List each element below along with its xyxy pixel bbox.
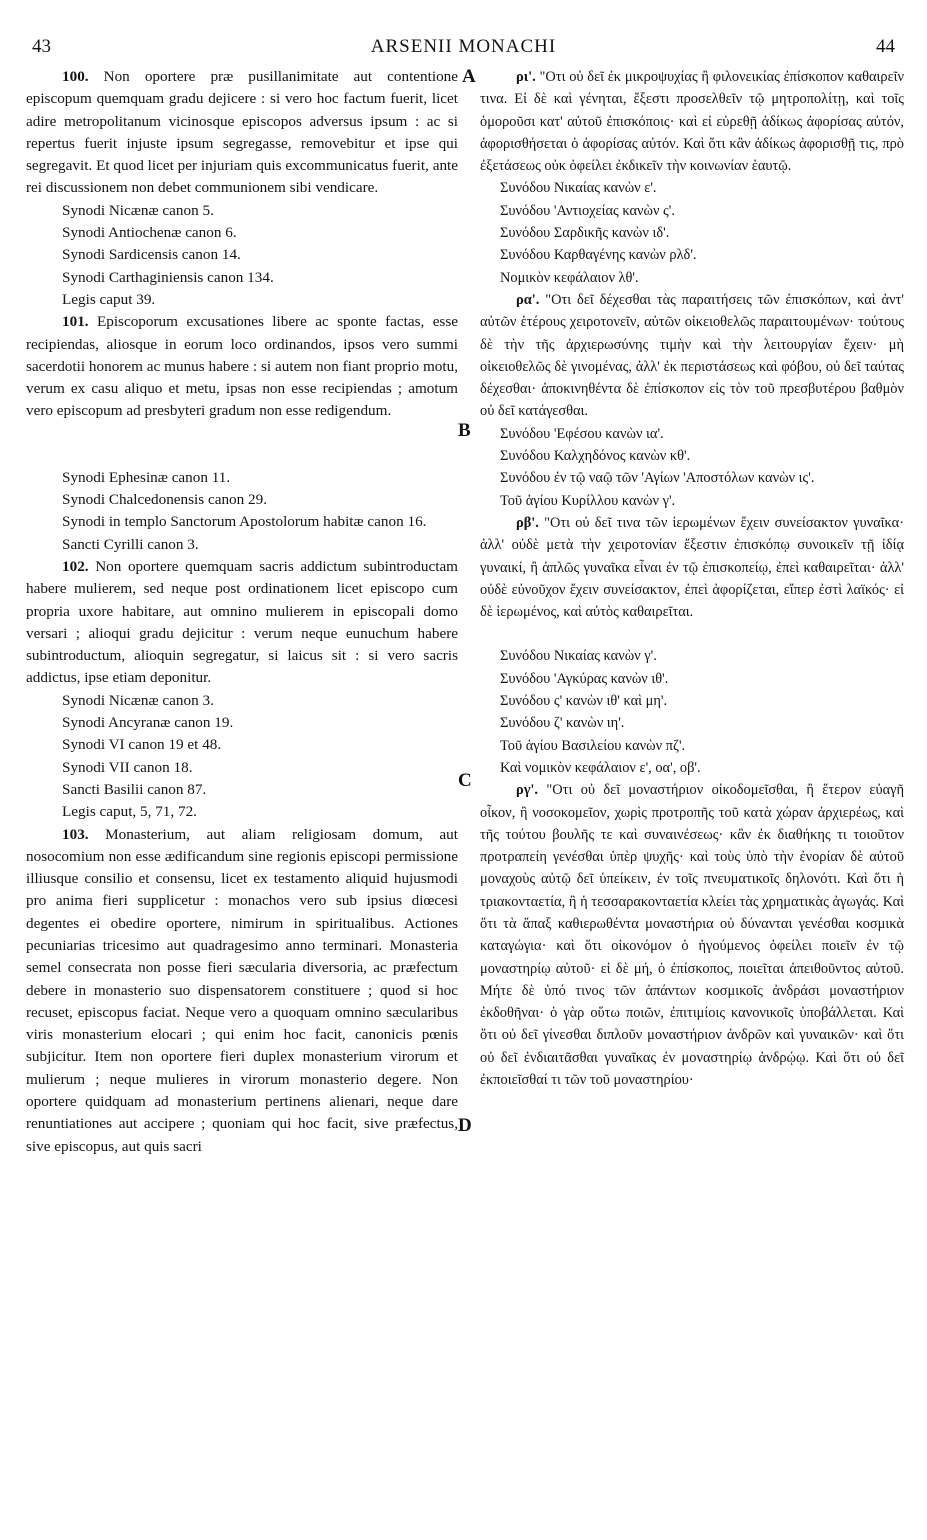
margin-marker-c: C: [458, 770, 472, 791]
reference-line: Συνόδου Καλχηδόνος κανὼν κθ'.: [500, 448, 691, 465]
greek-section-101: ρα'. "Οτι δεῖ δέχεσθαι τὰς παραιτήσεις τῶν ἐπισκόπων, καὶ ἀντ' αὐτῶν ἑτέρους χειροτονεῖν, αὐτῶν οἰκειοθελῶς παραιτουμένων· τούτους δὲ τὴν τῆς ἀρχιερωσύνης τιμὴν καὶ τὴν λειτουργίαν ἔχειν· μὴ οἰκειοθελῶς δὲ γινομένας, ἀλλ' ἐκ περιστάσεως καὶ φόβου, οὐ δεῖ ταύτας δέχεσθαι· ἀποκινηθέντα δὲ ἐπίσκοπον εἰς τὸν τοῦ πρεσβυτέρου βαθμὸν οὐ δεῖ κατάγεσθαι.: [480, 291, 904, 420]
greek-references-102: [480, 645, 904, 779]
greek-section-103: ργ'. "Οτι οὐ δεῖ μοναστήριον οἰκοδομεῖσθαι, ἢ ἕτερον εὐαγῆ οἶκον, ἢ νοσοκομεῖον, χωρὶς προτροπῆς τοῦ κατὰ χώραν ἀρχιερέως, καὶ τῆς τούτου βουλῆς τε καὶ συναινέσεως· κἂν ἐκ διαθήκης τι τοιοῦτον προτραπείη γενέσθαι ὑπὲρ ψυχῆς· καὶ τοὺς ὑπὸ τὴν ἐνορίαν δὲ αὐτοῦ μοναχοὺς αὐτῷ δεῖ ὑπείκειν, ἐν τοῖς πνευματικοῖς δηλονότι. Καὶ ὅτι ἡ τριακονταετία, ἢ ἡ τεσσαρακονταετία κλείει τὰς χρηματικὰς ἀγωγάς. Καὶ ὅτι τὰ ἅπαξ καθιερωθέντα μοναστήρια οὐ δύνανται γενέσθαι κοσμικὰ καταγώγια· καὶ ὅτι οἰκονόμον ὁ ἡγούμενος ὀφείλει ποιεῖν ἐν τῷ μοναστηρίῳ αὐτοῦ· εἰ δὲ μή, ὁ ἐπίσκοπος, ποιεῖται ἀπειθοῦντος αὐτοῦ. Μήτε δὲ ὑπό τινος τῶν ἁπάντων κοσμικοῖς ἀνδράσι μοναστήριον ἐκδοθῆναι· ὁ γὰρ οὕτω ποιῶν, ἐπιτιμίοις κανονικοῖς ὑποβάλλεται. Καὶ ὅτι οὐ δεῖ γίνεσθαι διπλοῦν μοναστήριον ἀνδρῶν καὶ γυναικῶν· καὶ ὅτι οὐ δεῖ ἐνδιαιτᾶσθαι γυναῖκας ἐν μοναστηρίῳ ἀνδρῴῳ. Καὶ ὅτι οὐ δεῖ ἐκποιεῖσθαί τι τῶν τοῦ μοναστηρίου·: [480, 782, 904, 1089]
reference-line: Synodi Ephesinæ canon 11.: [62, 468, 231, 486]
reference-line: Synodi VII canon 18.: [62, 758, 193, 776]
reference-line: Συνόδου 'Αγκύρας κανὼν ιθ'.: [500, 670, 669, 687]
latin-section-102: 102. Non oportere quemquam sacris addictum subintroductam habere mulierem, sed neque post ordinationem licet episcopo cum propria uxore habitare, aut omnino mulierem in episcopali domo versari ; alioqui gradu dejicitur : verum neque eunuchum habere subintroductum, alioquin segregatur, si laicus sit : si vero sacris addictus, ipse etiam deponitur.: [26, 557, 458, 687]
running-title: ARSENII MONACHI: [370, 36, 557, 57]
page-number-right: 44: [876, 36, 895, 57]
reference-line: Συνόδου Καρθαγένης κανὼν ρλδ'.: [500, 247, 697, 264]
reference-line: Synodi Nicænæ canon 3.: [62, 691, 214, 709]
reference-line: Legis caput, 5, 71, 72.: [62, 803, 197, 821]
reference-line: Συνόδου ζ' κανὼν ιη'.: [500, 715, 625, 732]
reference-line: Synodi Nicænæ canon 5.: [62, 201, 214, 219]
latin-column: [26, 66, 458, 1158]
reference-line: Συνόδου ἐν τῷ ναῷ τῶν 'Αγίων 'Αποστόλων κανὼν ις'.: [500, 470, 815, 487]
reference-line: Synodi Antiochenæ canon 6.: [62, 224, 237, 242]
reference-line: Synodi VI canon 19 et 48.: [62, 736, 222, 754]
latin-references-100: [26, 200, 458, 311]
greek-references-101: [480, 423, 904, 512]
latin-references-101: [26, 467, 458, 556]
latin-section-103: 103. Monasterium, aut aliam religiosam domum, aut nosocomium non esse ædificandum sine regionis episcopi permissione illiusque consilio et consensu, licet ex testamento aliquid hujusmodi pro anima fieri supplicetur : monachos vero sub ipsius diœcesi degentes ei obedire oportere, nimirum in spiritualibus. Actiones pecuniarias tricesimo aut quadragesimo anno terminari. Monasteria semel consecrata non posse fieri sæcularia diversoria, ac præfectum debere in monasterio suo dispensatorem constituere ; quod si hoc recuset, episcopus faciat. Neque vero a quoquam omnino sæcularibus viris monasterium elocari ; qui enim hoc facit, canonicis pœnis subjicitur. Item non oportere fieri duplex monasterium virorum et mulierum ; neque mulieres in virorum monasterio degere. Non oportere quidquam ad monasterium pertinens alienari, neque dare renuntiationes aut accipere ; quoniam qui hoc facit, sive præfectus, sive episcopus, aut quis sacri: [26, 825, 458, 1155]
reference-line: Synodi Chalcedonensis canon 29.: [62, 491, 268, 509]
latin-references-102: [26, 690, 458, 824]
reference-line: Legis caput 39.: [62, 290, 156, 308]
reference-line: Συνόδου ς' κανὼν ιθ' καὶ μη'.: [500, 693, 668, 710]
reference-line: Synodi Carthaginiensis canon 134.: [62, 268, 274, 286]
reference-line: Συνόδου 'Εφέσου κανὼν ια'.: [500, 425, 664, 442]
reference-line: Synodi in templo Sanctorum Apostolorum habitæ canon 16.: [62, 513, 427, 531]
margin-marker-d: D: [458, 1115, 472, 1136]
reference-line: Συνόδου Σαρδικῆς κανὼν ιδ'.: [500, 225, 670, 242]
margin-marker-a: A: [462, 66, 476, 87]
spacer: [26, 423, 458, 467]
reference-line: Συνόδου Νικαίας κανὼν γ'.: [500, 648, 657, 665]
reference-line: Συνόδου 'Αντιοχείας κανὼν ς'.: [500, 202, 675, 219]
latin-section-101: 101. Episcoporum excusationes libere ac sponte factas, esse recipiendas, aliosque in eorum loco ordinandos, ipsos vero summi sacerdotii honorem ac munus habere : si autem non fiant proprio motu, verum ex casu aliquo et metu, ipsas non esse recipiendas ; amotum vero episcopum ad presbyteri gradum non esse redigendum.: [26, 313, 458, 420]
page-number-left: 43: [32, 36, 51, 57]
margin-marker-b: B: [458, 420, 471, 441]
latin-section-100: 100. Non oportere præ pusillanimitate aut contentione episcopum quemquam gradu dejicere : si vero hoc factum fuerit, licet adire metropolitanum vicinosque episcopos adversus ipsum : ac si repertus fuerit injuste ipsum segregasse, removebitur et ipse qui segregavit. Et quod licet per injuriam quis excommunicatus fuerit, ante rei discussionem non debet communionem sibi vendicare.: [26, 68, 458, 197]
page-header: [22, 36, 905, 64]
reference-line: Sancti Cyrilli canon 3.: [62, 535, 199, 553]
reference-line: Τοῦ ἁγίου Βασιλείου κανὼν πζ'.: [500, 737, 686, 754]
spacer: [480, 623, 904, 645]
greek-section-100: ρι'. "Οτι οὐ δεῖ ἐκ μικροψυχίας ἢ φιλονεικίας ἐπίσκοπον καθαιρεῖν τινα. Εἰ δὲ καὶ γένηται, ἔξεστι προσελθεῖν τῷ μητροπολίτῃ, καὶ τοῖς ὁμοροῦσι κατ' αὐτοῦ ἐπισκόποις· καὶ εἰ εὑρεθῇ ἀδίκως ἀφορίσας αὐτόν, ἀφορισθήσεται ὁ ἀφορίσας αὐτόν. Καὶ ὅτι κἂν ἀδίκως ἀφορισθῇ τις, πρὸ ἐξετάσεως οὐκ ὀφείλει ἐκδικεῖν τὴν κοινωνίαν ἑαυτῷ.: [480, 69, 904, 175]
reference-line: Συνόδου Νικαίας κανὼν ε'.: [500, 180, 657, 197]
greek-section-102: ρβ'. "Οτι οὐ δεῖ τινα τῶν ἱερωμένων ἔχειν συνείσακτον γυναῖκα· ἀλλ' οὐδὲ μετὰ τὴν χειροτονίαν ἔξεστιν ἐπισκόπῳ συνοικεῖν τῇ ἰδίᾳ γυναικί, ἢ ἁπλῶς γυναῖκα εἶναι ἐν τῷ ἐπισκοπείῳ, ἐπεὶ καθαιρεῖται· ἀλλ' οὐδὲ εὐνοῦχον ἔχειν συνείσακτον, ἐπεὶ ἀφορίζεται, εἴπερ ἐστὶ λαϊκός· εἰ δὲ ἱερωμένος, καὶ αὐτὸς καθαιρεῖται.: [480, 514, 904, 621]
reference-line: Synodi Ancyranæ canon 19.: [62, 714, 234, 732]
reference-line: Τοῦ ἁγίου Κυρίλλου κανὼν γ'.: [500, 492, 676, 509]
greek-column: [480, 66, 904, 1091]
reference-line: Νομικὸν κεφάλαιον λθ'.: [500, 269, 639, 286]
greek-references-100: [480, 177, 904, 288]
reference-line: Synodi Sardicensis canon 14.: [62, 246, 241, 264]
reference-line: Καὶ νομικὸν κεφάλαιον ε', οα', οβ'.: [500, 759, 701, 776]
reference-line: Sancti Basilii canon 87.: [62, 780, 207, 798]
